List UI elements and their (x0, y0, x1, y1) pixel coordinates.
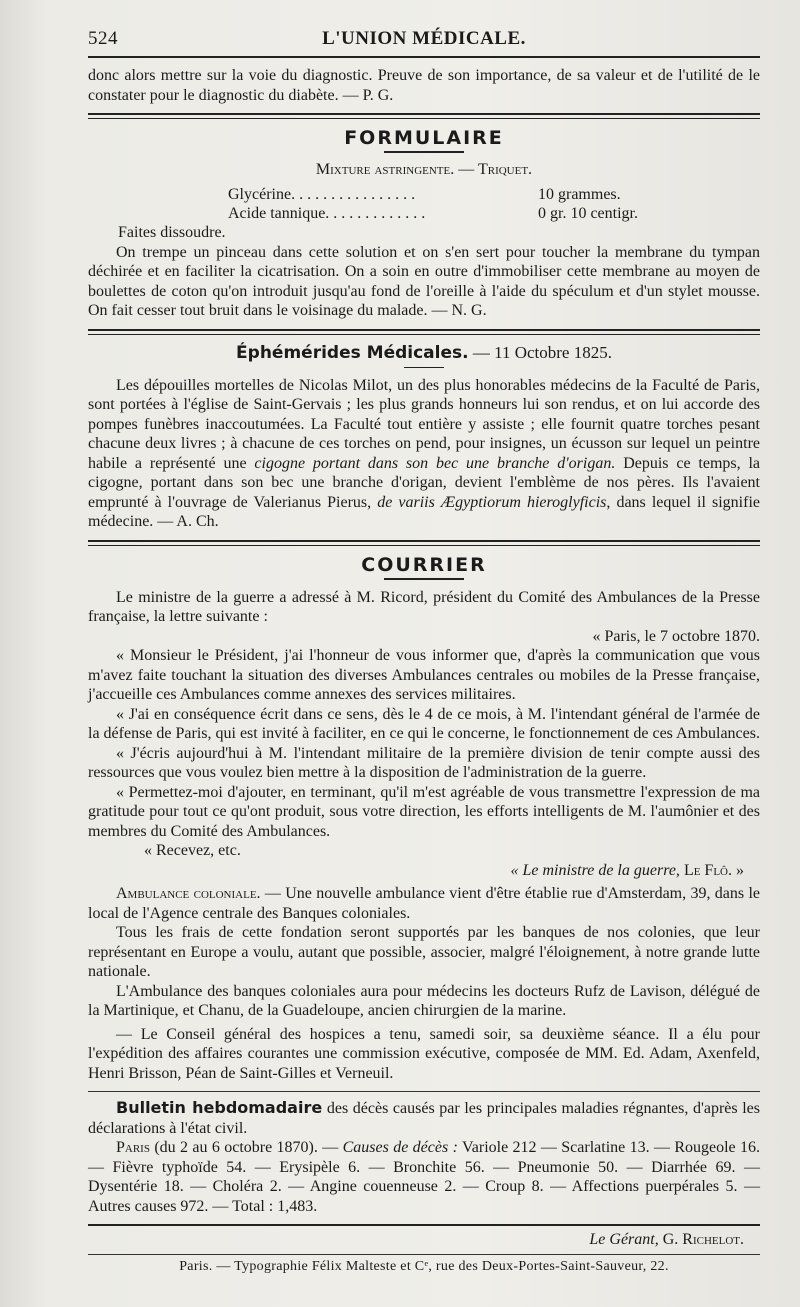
gerant-line (88, 1230, 760, 1250)
footer-rule (88, 1224, 760, 1226)
ingredient-name: Acide tannique. . . . . . . . . . . . . (228, 205, 426, 222)
imprint: Paris. — Typographie Félix Malteste et Cᵉ, rue des Deux-Portes-Saint-Sauveur, 22. (179, 1258, 669, 1274)
ingredient-qty: 10 grammes. (538, 186, 621, 203)
courrier-paragraph: « J'ai en conséquence écrit dans ce sens, dès le 4 de ce mois, à M. l'intendant général de l'armée de la défense de Paris, qui est invité à faciliter, en ce qui le concerne, le fonctionnement de ces Ambulances. (88, 705, 760, 742)
bulletin-text: Variole 212 — Scarlatine 13. — Rougeole 16. — Fièvre typhoïde 54. — Erysipèle 6. — Bronchite 56. — Pneumonie 50. — Diarrhée 69. — Dysentérie 18. — Choléra 2. — Angine couenneuse 2. — Croup 8. — Affections puerpérales 5. — Autres causes 972. — Total : 1,483. (88, 1139, 761, 1215)
intro-paragraph: donc alors mettre sur la voie du diagnostic. Preuve de son importance, de sa valeur et de l'utilité de le constater pour le diagnostic du diabète. — P. G. (88, 67, 760, 104)
courrier-paragraph: Le ministre de la guerre a adressé à M. Ricord, président du Comité des Ambulances de la Presse française, la lettre suivante : (88, 588, 760, 625)
ingredient-row (88, 204, 760, 223)
courrier-paragraph: « Permettez-moi d'ajouter, en terminant, qu'il m'est agréable de vous transmettre l'expression de ma gratitude pour tout ce qu'ont produit, sous votre direction, les efforts intelligents de M. l'aumônier et des membres du Comité des Ambulances. (88, 783, 760, 840)
hospices-text: — Le Conseil général des hospices a tenu, samedi soir, sa deuxième séance. Il a élu pour l'expédition des affaires courantes une commission exécutive, composée de MM. (88, 1025, 760, 1062)
imprint-rule (88, 1254, 760, 1255)
ephemerides-title: Éphémérides Médicales. (236, 342, 469, 363)
bulletin-city: Paris (116, 1139, 150, 1156)
bulletin-causes-label: Causes de décès : (342, 1139, 458, 1156)
recipe-instruction: Faites dissoudre. (118, 224, 226, 241)
ingredient-qty: 0 gr. 10 centigr. (538, 205, 638, 222)
gerant-title: Le Gérant, (589, 1231, 659, 1248)
gerant-name: G. Richelot. (662, 1231, 744, 1248)
ephemerides-text: , dans lequel il signifie médecine. — A. Ch. (88, 493, 760, 530)
ephemerides-text: Depuis ce temps, la cigogne, portant dans son bec une branche d'origan, devient l'emblème de nos pères. Ils l'avaient emprunté à l'ouvrage de Valerianus Pierus, (88, 454, 761, 511)
title-underline (384, 151, 464, 153)
letter-signature (88, 861, 760, 881)
courrier-paragraph: « J'écris aujourd'hui à M. l'intendant militaire de la première division de tenir compte aussi des ressources que vous voulez bien mettre à la disposition de l'administration de la guerre. (88, 744, 760, 781)
section-divider (88, 329, 760, 335)
section-divider (88, 1091, 760, 1092)
title-underline (384, 578, 464, 580)
journal-title: L'UNION MÉDICALE. (322, 28, 526, 49)
ephemerides-heading (88, 343, 760, 363)
running-head (88, 28, 760, 58)
title-underline (404, 367, 444, 368)
ingredient-name: Glycérine. . . . . . . . . . . . . . . . (228, 186, 416, 203)
ambulance-paragraph (88, 884, 760, 923)
formulaire-body: On trempe un pinceau dans cette solution et on s'en sert pour toucher la membrane du tympan déchirée et en faciliter la cicatrisation. On a soin en outre d'immobiliser cette membrane au moyen de boulettes de coton qu'on introduit jusqu'au fond de l'oreille à l'aide du spéculum et d'un stylet mousse. On fait cesser tout bruit dans le voisinage du malade. — N. G. (88, 243, 760, 319)
courrier-paragraph: « Monsieur le Président, j'ai l'honneur de vous informer que, d'après la communication que vous m'avez faite touchant la situation des diverses Ambulances centrales ou mobiles de la Presse française, j'accueille ces Ambulances comme annexes des services militaires. (88, 647, 760, 703)
bulletin-body (88, 1138, 760, 1216)
bulletin-intro (88, 1098, 760, 1138)
hospices-paragraph (88, 1025, 760, 1084)
signature-title: « Le ministre de la guerre, (510, 861, 680, 879)
ambulance-label: Ambulance coloniale. (116, 885, 261, 902)
ingredient-row (88, 185, 760, 204)
ephemerides-italic: cigogne portant dans son bec une branche d'origan. (254, 454, 616, 472)
ephemerides-text: Les dépouilles mortelles de Nicolas Milot, un des plus honorables médecins de la Faculté de Paris, sont portées à l'église de Saint-Gervais ; les plus grands honneurs lui son rendus, et on lui accorde des pompes funèbres inaccoutumées. La Faculté tout entière y assiste ; elle fournit quatre torches pesant chacune deux livres ; à chacune de ces torches on pend, pour insignes, un écusson sur lequel un peintre habile a représenté une (88, 376, 760, 472)
signature-name: Le Flô. » (683, 861, 744, 879)
section-divider (88, 540, 760, 546)
ephemerides-date: — 11 Octobre 1825. (472, 342, 612, 362)
bulletin-label: Bulletin hebdomadaire (116, 1098, 323, 1117)
recipe-title: Mixture astringente. — Triquet. (315, 161, 533, 178)
section-divider (88, 113, 760, 119)
courrier-paragraph: Tous les frais de cette fondation seront supportés par les banques de nos colonies, que leur représentant en Europe a voulu, autant que possible, associer, malgré l'éloignement, à notre grande lutte nationale. (88, 924, 760, 980)
letter-dateline: « Paris, le 7 octobre 1870. (592, 627, 760, 645)
letter-closing: « Recevez, etc. (144, 842, 241, 859)
hospices-names: Ed. Adam, Axenfeld, Henri Brisson, Péan de Saint-Gilles et Verneuil. (88, 1045, 761, 1082)
ephemerides-italic: de variis Ægyptiorum hieroglyficis (377, 493, 607, 511)
courrier-title: COURRIER (361, 553, 487, 576)
bulletin-intro-text: des décès causés par les principales maladies régnantes, d'après les déclarations à l'état civil. (88, 1100, 760, 1137)
bulletin-text: (du 2 au 6 octobre 1870). — (149, 1139, 343, 1156)
ephemerides-body (88, 376, 760, 532)
ambulance-text: — Une nouvelle ambulance vient d'être établie rue d'Amsterdam, 39, dans le local de l'Agence centrale des Banques coloniales. (88, 885, 761, 922)
courrier-paragraph: L'Ambulance des banques coloniales aura pour médecins les docteurs Rufz de Lavison, délégué de la Martinique, et Chanu, de la Guadeloupe, ancien chirurgien de la marine. (88, 982, 760, 1019)
formulaire-title: FORMULAIRE (344, 127, 504, 149)
page-number: 524 (88, 28, 118, 49)
